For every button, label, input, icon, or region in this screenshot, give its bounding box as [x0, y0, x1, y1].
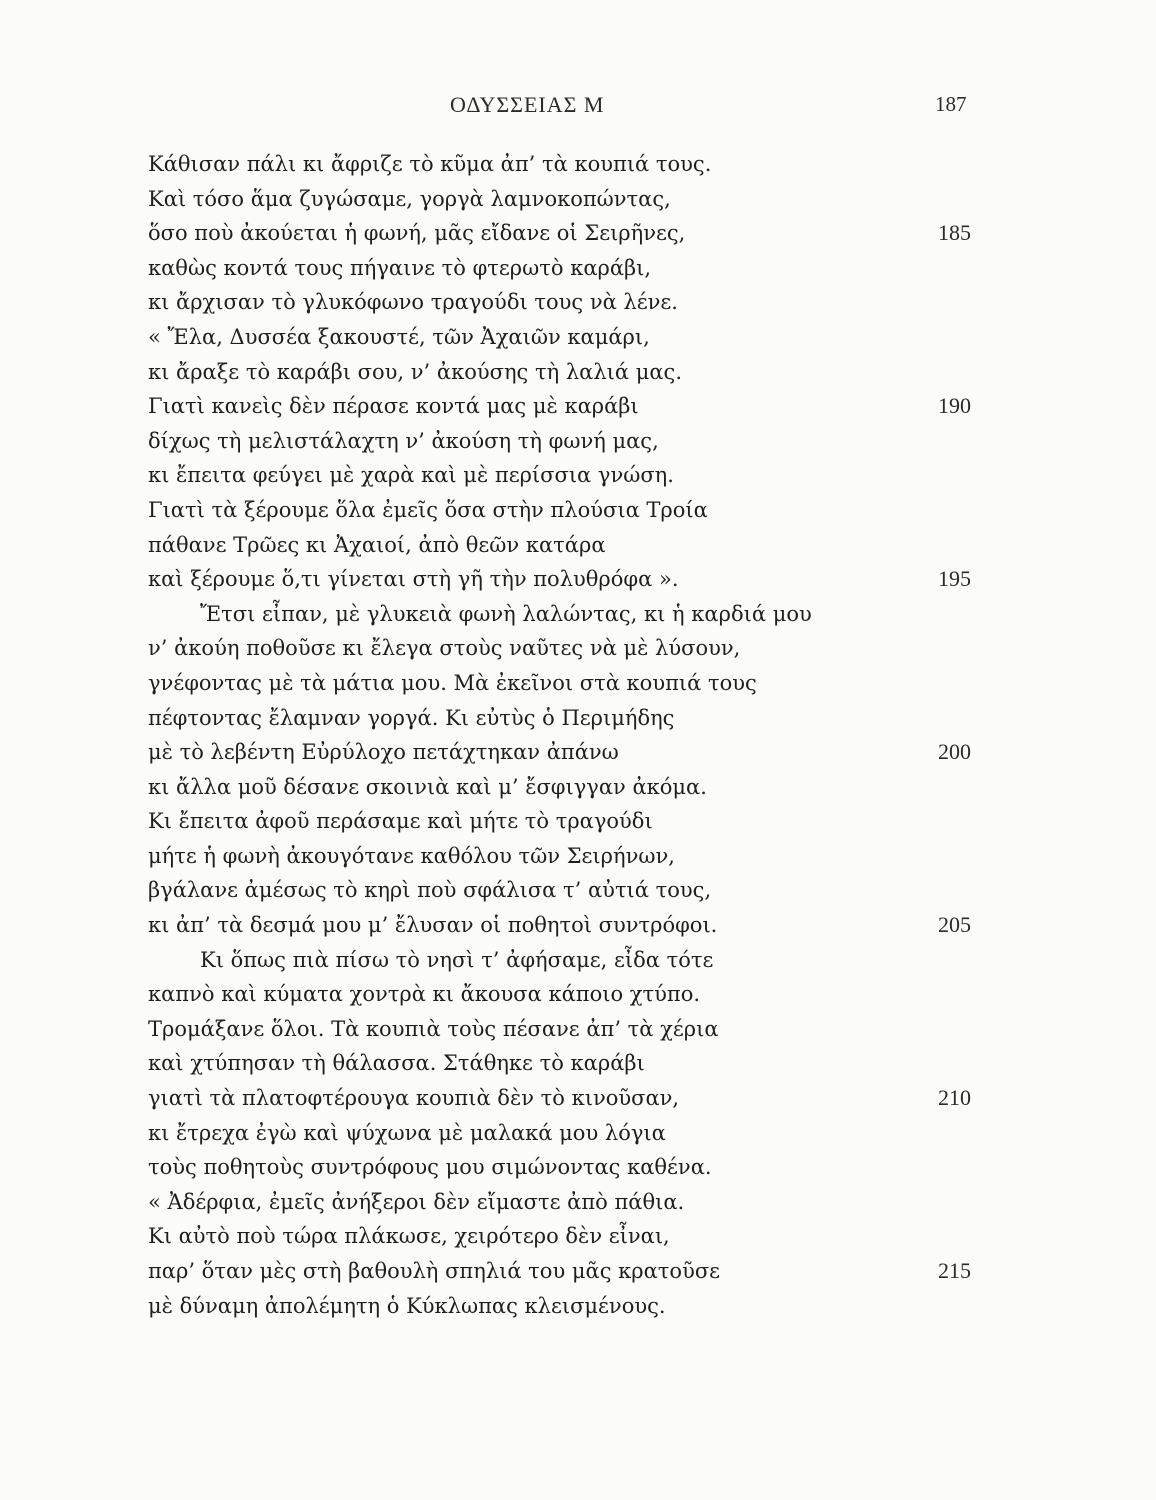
verse-text: παρ’ ὅταν μὲς στὴ βαθουλὴ σπηλιά του μᾶς κρατοῦσε [148, 1259, 721, 1283]
verse-line [0, 251, 1156, 286]
verse-text: Κι ἔπειτα ἀφοῦ περάσαμε καὶ μήτε τὸ τραγούδι [148, 809, 653, 834]
verse-text: κι ἄραξε τὸ καράβι σου, ν’ ἀκούσης τὴ λαλιά μας. [148, 359, 682, 384]
verse-text: μὲ δύναμη ἀπολέμητη ὁ Κύκλωπας κλεισμένους. [148, 1293, 666, 1318]
verse-text: πέφτοντας ἔλαμναν γοργά. Κι εὐτὺς ὁ Περιμήδης [148, 705, 675, 730]
verse-text: Ἔτσι εἶπαν, μὲ γλυκειὰ φωνὴ λαλώντας, κι ἡ καρδιά μου [200, 601, 812, 626]
verse-text: ὅσο ποὺ ἀκούεται ἡ φωνή, μᾶς εἴδανε οἱ Σειρῆνες, [148, 221, 686, 246]
verse-text: μὲ τὸ λεβέντη Εὐρύλοχο πετάχτηκαν ἀπάνω [148, 740, 619, 765]
verse-text: καὶ χτύπησαν τὴ θάλασσα. Στάθηκε τὸ καράβι [148, 1051, 645, 1076]
verse-line [0, 147, 1156, 182]
verse-line [0, 804, 1156, 839]
verse-line [0, 1081, 1156, 1116]
verse-text: τοὺς ποθητοὺς συντρόφους μου σιμώνοντας καθένα. [148, 1155, 712, 1180]
verse-text: κι ἔτρεχα ἐγὼ καὶ ψύχωνα μὲ μαλακά μου λόγια [148, 1120, 666, 1145]
verse-text: γιατὶ τὰ πλατοφτέρουγα κουπιὰ δὲν τὸ κινοῦσαν, [148, 1086, 680, 1111]
verse-text: κι ἀπ’ τὰ δεσμά μου μ’ ἔλυσαν οἱ ποθητοὶ συντρόφοι. [148, 913, 718, 938]
verse-text: Κι ὅπως πιὰ πίσω τὸ νησὶ τ’ ἀφήσαμε, εἶδα τότε [200, 947, 714, 972]
verse-text: Κι αὐτὸ ποὺ τώρα πλάκωσε, χειρότερο δὲν εἶναι, [148, 1224, 670, 1249]
running-head-title: ΟΔΥΣΣΕΙΑΣ Μ [450, 92, 605, 117]
verse-text: κι ἄλλα μοῦ δέσανε σκοινιὰ καὶ μ’ ἔσφιγγαν ἀκόμα. [148, 774, 707, 799]
verse-text: καὶ ξέρουμε ὅ,τι γίνεται στὴ γῆ τὴν πολυθρόφα ». [148, 567, 679, 592]
verse-text: Γιατὶ κανεὶς δὲν πέρασε κοντά μας μὲ καράβι [148, 394, 639, 419]
verse-text: « Ἀδέρφια, ἐμεῖς ἀνήξεροι δὲν εἴμαστε ἀπὸ πάθια. [148, 1189, 685, 1214]
verse-line [0, 1219, 1156, 1254]
verse-line [0, 562, 1156, 597]
verse-line [0, 908, 1156, 943]
verse-block [0, 147, 1156, 1323]
line-number: 195 [938, 566, 971, 592]
line-number: 205 [938, 912, 971, 938]
verse-line [0, 320, 1156, 355]
line-number: 190 [938, 393, 971, 419]
verse-text: κι ἔπειτα φεύγει μὲ χαρὰ καὶ μὲ περίσσια γνώση. [148, 463, 674, 488]
verse-line [0, 943, 1156, 978]
verse-text: Τρομάξανε ὅλοι. Τὰ κουπιὰ τοὺς πέσανε ἀπ’ τὰ χέρια [148, 1016, 719, 1041]
verse-text: μήτε ἡ φωνὴ ἀκουγότανε καθόλου τῶν Σειρήνων, [148, 843, 675, 868]
verse-line [0, 493, 1156, 528]
verse-line [0, 1254, 1156, 1289]
page-number: 187 [935, 92, 967, 116]
verse-line [0, 839, 1156, 874]
verse-text: καθὼς κοντά τους πήγαινε τὸ φτερωτὸ καράβι, [148, 255, 652, 280]
verse-line [0, 389, 1156, 424]
verse-line [0, 528, 1156, 563]
verse-line [0, 770, 1156, 805]
verse-text: « Ἔλα, Δυσσέα ξακουστέ, τῶν Ἀχαιῶν καμάρι, [148, 324, 650, 349]
verse-text: ν’ ἀκούη ποθοῦσε κι ἔλεγα στοὺς ναῦτες νὰ μὲ λύσουν, [148, 636, 741, 661]
verse-text: κι ἄρχισαν τὸ γλυκόφωνο τραγούδι τους νὰ λένε. [148, 290, 678, 315]
line-number: 210 [938, 1085, 971, 1111]
verse-line [0, 1046, 1156, 1081]
verse-text: Καὶ τόσο ἅμα ζυγώσαμε, γοργὰ λαμνοκοπώντας, [148, 186, 671, 211]
verse-line [0, 1289, 1156, 1324]
verse-line [0, 666, 1156, 701]
verse-line [0, 631, 1156, 666]
line-number: 200 [938, 739, 971, 765]
verse-text: Γιατὶ τὰ ξέρουμε ὅλα ἐμεῖς ὅσα στὴν πλούσια Τροία [148, 497, 708, 522]
running-head [0, 88, 1156, 128]
verse-line [0, 424, 1156, 459]
verse-line [0, 216, 1156, 251]
verse-text: πάθανε Τρῶες κι Ἀχαιοί, ἀπὸ θεῶν κατάρα [148, 532, 606, 557]
verse-line [0, 1012, 1156, 1047]
verse-text: καπνὸ καὶ κύματα χοντρὰ κι ἄκουσα κάποιο χτύπο. [148, 982, 701, 1007]
verse-line [0, 355, 1156, 390]
line-number: 215 [938, 1258, 971, 1283]
verse-text: γνέφοντας μὲ τὰ μάτια μου. Μὰ ἐκεῖνοι στὰ κουπιά τους [148, 670, 757, 695]
verse-text: δίχως τὴ μελιστάλαχτη ν’ ἀκούση τὴ φωνή μας, [148, 428, 659, 453]
verse-line [0, 977, 1156, 1012]
verse-text: βγάλανε ἀμέσως τὸ κηρὶ ποὺ σφάλισα τ’ αὐτιά τους, [148, 878, 712, 903]
verse-line [0, 597, 1156, 632]
verse-line [0, 735, 1156, 770]
verse-line [0, 1150, 1156, 1185]
verse-line [0, 1116, 1156, 1151]
verse-line [0, 458, 1156, 493]
verse-line [0, 1185, 1156, 1220]
verse-line [0, 701, 1156, 736]
verse-line [0, 182, 1156, 217]
verse-line [0, 873, 1156, 908]
verse-line [0, 285, 1156, 320]
line-number: 185 [938, 220, 971, 246]
verse-text: Κάθισαν πάλι κι ἄφριζε τὸ κῦμα ἀπ’ τὰ κουπιά τους. [148, 152, 712, 176]
